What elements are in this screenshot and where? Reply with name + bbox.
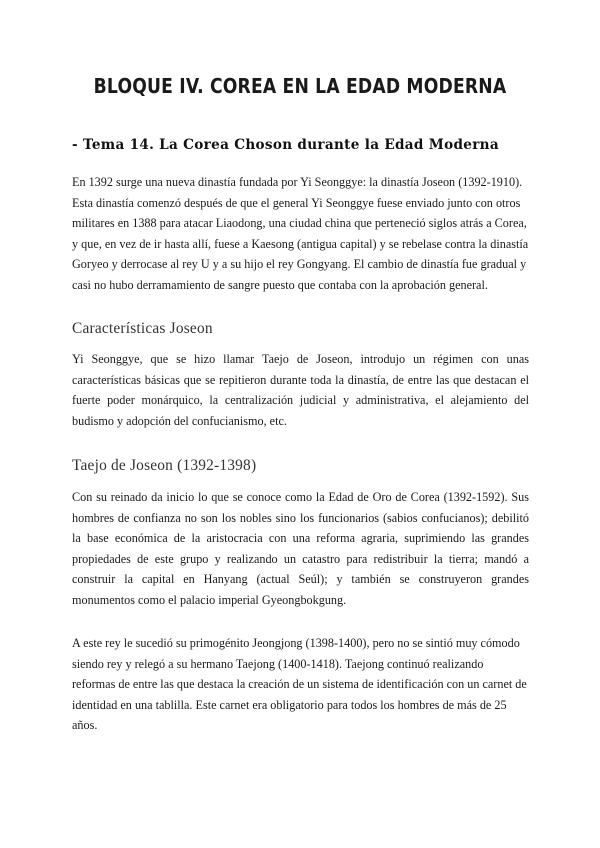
caracteristicas-paragraph: Yi Seonggye, que se hizo llamar Taejo de Joseon, introdujo un régimen con unas características básicas que se repitieron durante toda la dinastía, de entre las que destacan el fuerte poder monárquico, la centralización judicial y administrativa, el alejamiento del budismo y adopción del confucianismo, etc. xyxy=(72,352,529,428)
taejo-paragraph-2: A este rey le sucedió su primogénito Jeongjong (1398-1400), pero no se sintió muy cómodo siendo rey y relegó a su hermano Taejong (1400-1418). Taejong continuó realizando reformas de entre las que destaca la creación de un sistema de identificación con un carnet de identidad en una tablilla. Este carnet era obligatorio para todos los hombres de más de 25 años. xyxy=(72,636,527,733)
page-title: BLOQUE IV. COREA EN LA EDAD MODERNA xyxy=(93,74,507,98)
intro-paragraph: En 1392 surge una nueva dinastía fundada por Yi Seonggye: la dinastía Joseon (1392-1910). Esta dinastía comenzó después de que el general Yi Seonggye fuese enviado junto con otros militares en 1388 para atacar Liaodong, una ciudad china que perteneció siglos atrás a Corea, y que, en vez de ir hasta allí, fuese a Kaesong (antigua capital) y se rebelase contra la dinastía Goryeo y derrocase al rey U y a su hijo el rey Gongyang. El cambio de dinastía fue gradual y casi no hubo derramamiento de sangre puesto que contaba con la aprobación general. xyxy=(72,175,529,292)
topic-subtitle: - Tema 14. La Corea Choson durante la Edad Moderna xyxy=(72,137,499,153)
section-heading-taejo: Taejo de Joseon (1392-1398) xyxy=(72,457,257,474)
taejo-paragraph-1: Con su reinado da inicio lo que se conoce como la Edad de Oro de Corea (1392-1592). Sus hombres de confianza no son los nobles sino los funcionarios (sabios confucianos); debilitó la base económica de la aristocracia con una reforma agraria, suprimiendo las grandes propiedades de este grupo y realizando un catastro para redistribuir la tierra; mandó a construir la capital en Hanyang (actual Seúl); y también se construyeron grandes monumentos como el palacio imperial Gyeongbokgung. xyxy=(72,490,529,607)
section-heading-caracteristicas: Características Joseon xyxy=(72,320,213,337)
